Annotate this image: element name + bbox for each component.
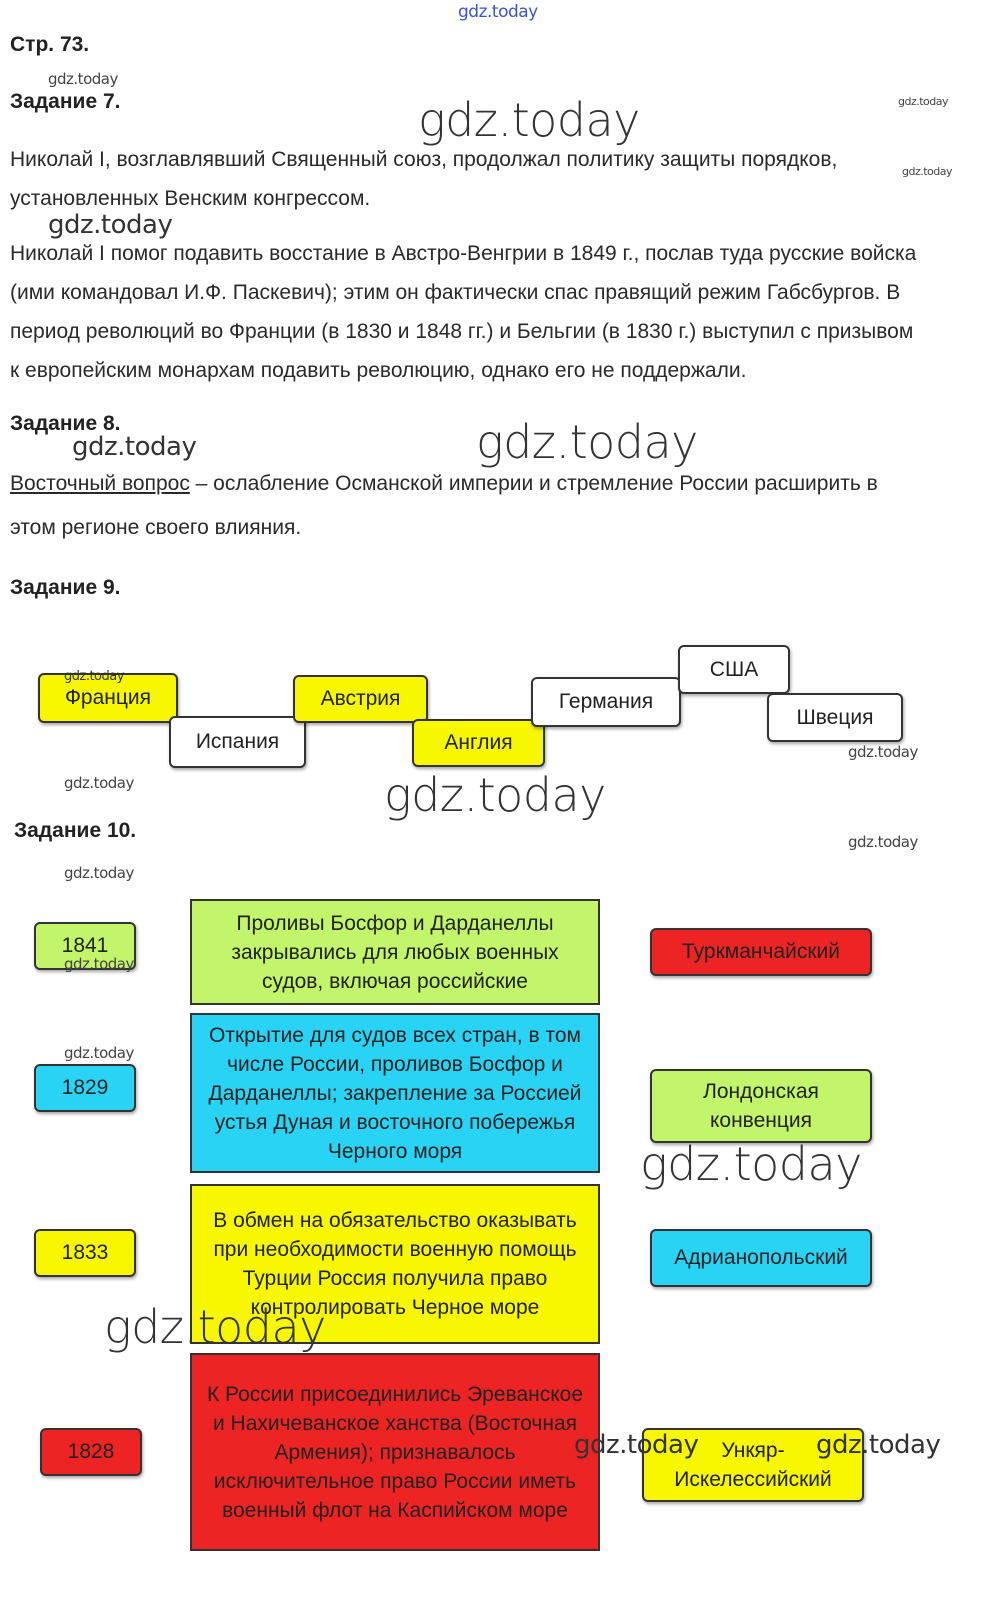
watermark: gdz.today xyxy=(64,1044,134,1062)
watermark: gdz.today xyxy=(476,415,698,469)
country-box-usa xyxy=(678,645,790,694)
task8-line1 xyxy=(10,462,970,506)
country-label: Австрия xyxy=(320,687,401,710)
watermark-top: gdz.today xyxy=(458,2,538,22)
task8-definition xyxy=(10,462,970,550)
treaty-description-text: Проливы Босфор и Дарданеллы закрывались для любых военных судов, включая российские xyxy=(231,911,559,993)
watermark: gdz.today xyxy=(902,165,953,178)
year-box-1833 xyxy=(34,1229,136,1277)
year-box-1829 xyxy=(34,1064,136,1112)
country-box-austria xyxy=(293,675,428,723)
task8-definition-text: – ослабление Османской империи и стремление России расширить в xyxy=(189,472,878,495)
year-label: 1841 xyxy=(61,934,109,957)
watermark: gdz.today xyxy=(64,955,134,973)
task7-paragraph1 xyxy=(10,140,970,218)
treaty-name-adrianople xyxy=(650,1229,872,1287)
treaty-description-text: Открытие для судов всех стран, в том числе России, проливов Босфор и Дарданеллы; закрепление за Россией устья Дуная и восточного побережья Черного моря xyxy=(208,1023,582,1163)
watermark: gdz.today xyxy=(48,210,173,240)
task8-title: Задание 8. xyxy=(10,412,121,435)
treaty-description-text: В обмен на обязательство оказывать при необходимости военную помощь Турции Россия получила право контролировать Черное море xyxy=(213,1209,577,1319)
task7-p2-line1: Николай I помог подавить восстание в Австро-Венгрии в 1849 г., послав туда русские войска xyxy=(10,242,917,265)
country-box-spain xyxy=(169,716,306,768)
treaty-description-4 xyxy=(190,1353,600,1551)
watermark: gdz.today xyxy=(816,1430,941,1460)
watermark: gdz.today xyxy=(48,70,118,88)
country-label: Швеция xyxy=(796,705,874,729)
treaty-description-1 xyxy=(190,899,600,1005)
treaty-description-text: К России присоединились Эреванское и Нахичеванское ханства (Восточная Армения); признавалось исключительное право России иметь военный флот на Каспийском море xyxy=(206,1382,584,1522)
watermark: gdz.today xyxy=(104,1300,326,1354)
watermark: gdz.today xyxy=(898,95,949,108)
country-box-germany xyxy=(531,677,681,727)
watermark: gdz.today xyxy=(848,833,918,851)
task7-p1-line2: установленных Венским конгрессом. xyxy=(10,187,371,210)
treaty-description-2 xyxy=(190,1013,600,1173)
year-label: 1833 xyxy=(61,1241,109,1264)
treaty-name-label: Адрианопольский xyxy=(674,1246,848,1269)
country-label: Франция xyxy=(64,686,152,709)
treaty-name-london-convention xyxy=(650,1069,872,1143)
task7-p2-line3: период революций во Франции (в 1830 и 1848 гг.) и Бельгии (в 1830 г.) выступил с призывом xyxy=(10,320,914,343)
task7-p2-line4: к европейским монархам подавить революцию, однако его не поддержали. xyxy=(10,359,747,382)
country-box-sweden xyxy=(767,693,903,742)
watermark: gdz.today xyxy=(72,432,197,462)
task7-p1-line1: Николай I, возглавлявший Священный союз, продолжал политику защиты порядков, xyxy=(10,148,838,171)
country-label: США xyxy=(709,657,759,681)
task7-p2-line2: (ими командовал И.Ф. Паскевич); этим он фактически спас правящий режим Габсбургов. В xyxy=(10,281,901,304)
watermark: gdz.today xyxy=(64,669,124,684)
watermark: gdz.today xyxy=(640,1137,862,1191)
treaty-name-label: Лондонская конвенция xyxy=(703,1080,819,1132)
watermark: gdz.today xyxy=(418,93,640,147)
watermark: gdz.today xyxy=(64,774,134,792)
watermark: gdz.today xyxy=(64,864,134,882)
watermark: gdz.today xyxy=(384,768,606,822)
task8-line2: этом регионе своего влияния. xyxy=(10,516,302,539)
watermark: gdz.today xyxy=(848,743,918,761)
year-label: 1829 xyxy=(61,1076,109,1099)
country-box-england xyxy=(412,719,545,767)
treaty-name-label: Ункяр-Искелессийский xyxy=(674,1439,832,1491)
watermark: gdz.today xyxy=(574,1430,699,1460)
country-label: Англия xyxy=(444,731,513,754)
task7-paragraph2 xyxy=(10,234,990,390)
task8-term: Восточный вопрос xyxy=(10,472,190,495)
year-box-1828 xyxy=(40,1428,142,1476)
treaty-name-label: Туркманчайский xyxy=(682,940,840,963)
task7-title: Задание 7. xyxy=(10,90,121,113)
task9-title: Задание 9. xyxy=(10,576,121,599)
country-label: Германия xyxy=(558,690,654,713)
page-reference: Стр. 73. xyxy=(10,33,90,56)
treaty-name-turkmanchay xyxy=(650,928,872,976)
task10-title: Задание 10. xyxy=(14,819,137,842)
year-label: 1828 xyxy=(67,1440,115,1463)
country-label: Испания xyxy=(195,730,280,753)
